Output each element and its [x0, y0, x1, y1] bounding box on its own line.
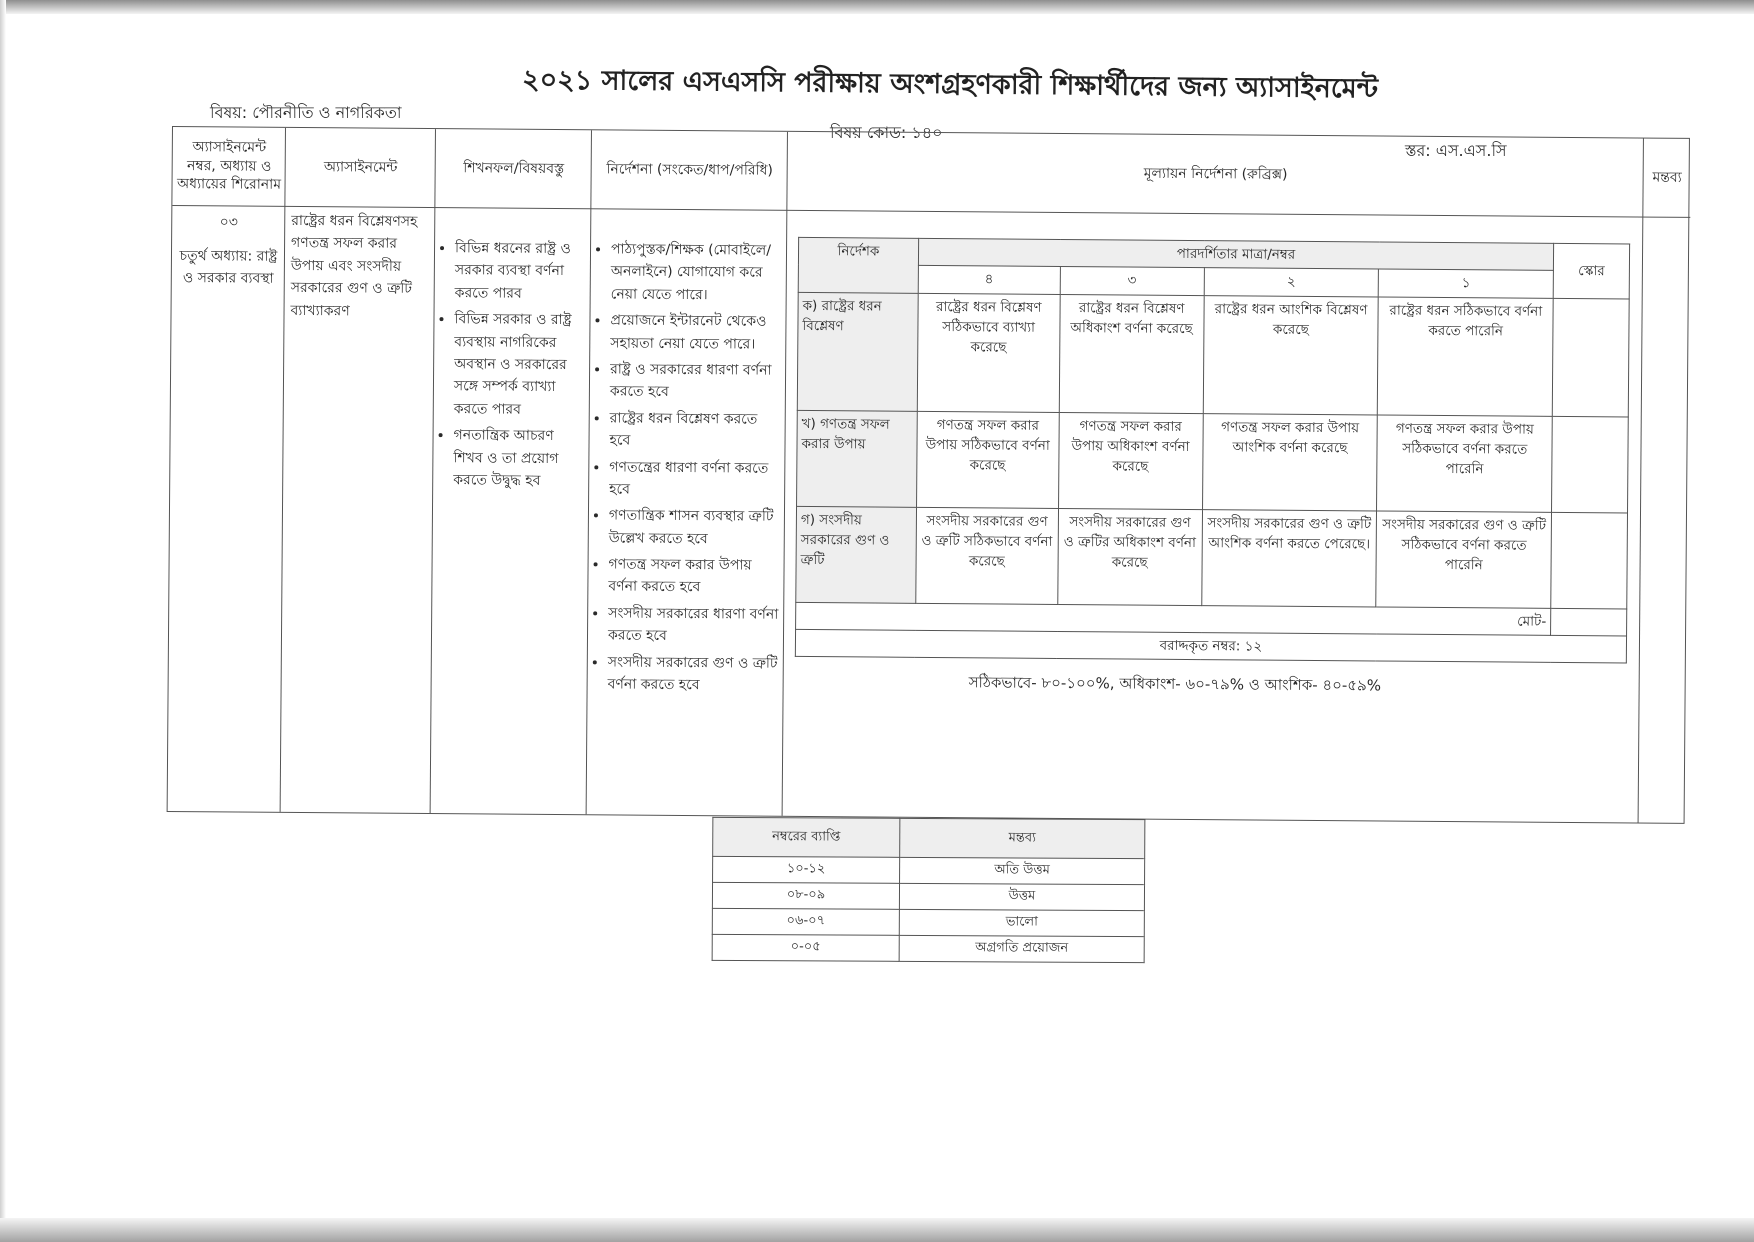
rubric-total-label: মোট- — [796, 602, 1551, 635]
instruction-item: • প্রয়োজনে ইন্টারনেট থেকেও সহায়তা নেয়া যেতে পারে। — [610, 310, 782, 356]
table-row — [712, 908, 1144, 936]
instruction-item: • পাঠ্যপুস্তক/শিক্ষক (মোবাইলে/অনলাইনে) যোগাযোগ করে নেয়া যেতে পারে। — [611, 238, 784, 307]
scan-edge-bottom — [0, 1218, 1754, 1242]
rubric-indicator: খ) গণতন্ত্র সফল করার উপায় — [797, 410, 918, 507]
rubric-footnote: সঠিকভাবে- ৮০-১০০%, অধিকাংশ- ৬০-৭৯% ও আংশিক- ৪০-৫৯% — [968, 673, 1382, 695]
instruction-item: • গণতান্ত্রিক শাসন ব্যবস্থার ত্রুটি উল্লেখ করতে হবে — [609, 505, 781, 551]
instruction-list — [592, 238, 784, 701]
rubric-level-3: ৩ — [1060, 267, 1204, 295]
assignment-text: রাষ্ট্রের ধরন বিশ্লেষণসহ গণতন্ত্র সফল করার উপায় এবং সংসদীয় সরকারের গুণ ও ত্রুটি ব্যাখ্যাকরণ — [290, 212, 418, 319]
rubric-level-4: ৪ — [918, 266, 1060, 294]
score-range-table — [712, 817, 1146, 963]
rubric-cell: রাষ্ট্রের ধরন সঠিকভাবে বর্ণনা করতে পারেনি — [1378, 296, 1554, 415]
instruction-item: • গণতন্ত্রের ধারণা বর্ণনা করতে হবে — [609, 456, 781, 502]
scan-edge-left — [0, 0, 6, 1242]
rubric-score-cell — [1552, 298, 1629, 417]
outcome-item: • বিভিন্ন সরকার ও রাষ্ট্র ব্যবস্থায় নাগরিকের অবস্থান ও সরকারের সঙ্গে সম্পর্ক ব্যাখ্যা করতে পারব — [454, 308, 587, 421]
rubric-cell: রাষ্ট্রের ধরন বিশ্লেষণ সঠিকভাবে ব্যাখ্যা করেছে — [917, 293, 1060, 412]
assignment-table — [167, 126, 1690, 824]
rubric-level-header: পারদর্শিতার মাত্রা/নম্বর — [918, 238, 1554, 270]
outcome-item: • গনতান্ত্রিক আচরণ শিখব ও তা প্রয়োগ করতে উদ্বুদ্ধ হব — [453, 424, 586, 492]
rubric-cell: গণতন্ত্র সফল করার উপায় সঠিকভাবে বর্ণনা করতে পারেনি — [1377, 414, 1553, 511]
rubric-allotted: বরাদ্দকৃত নম্বর: ১২ — [795, 629, 1626, 663]
rubric-score-header: স্কোর — [1553, 243, 1629, 298]
score-header-remark: মন্তব্য — [900, 818, 1145, 858]
rubric-indicator: গ) সংসদীয় সরকারের গুণ ও ত্রুটি — [796, 506, 917, 603]
header-outcome: শিখনফল/বিষয়বস্তু — [463, 159, 565, 177]
instruction-item: • সংসদীয় সরকারের গুণ ও ত্রুটি বর্ণনা করতে হবে — [608, 651, 780, 697]
rubric-score-cell — [1552, 416, 1629, 513]
score-remark: অগ্রগতি প্রয়োজন — [899, 935, 1144, 962]
assignment-number: ০৩ — [219, 214, 238, 231]
rubric-cell: সংসদীয় সরকারের গুণ ও ত্রুটি সঠিকভাবে বর্ণনা করেছে — [916, 507, 1059, 604]
score-range: ০৬-০৭ — [712, 908, 899, 935]
subject-code: বিষয় কোড: ১৪০ — [830, 123, 943, 142]
score-range: ০-০৫ — [712, 934, 899, 961]
score-range: ০৮-০৯ — [712, 882, 899, 909]
header-instruction: নির্দেশনা (সংকেত/ধাপ/পরিধি) — [606, 160, 773, 179]
outcome-item: • বিভিন্ন ধরনের রাষ্ট্র ও সরকার ব্যবস্থা বর্ণনা করতে পারব — [455, 237, 588, 305]
score-header-range: নম্বরের ব্যাপ্তি — [713, 817, 900, 857]
score-range: ১০-১২ — [713, 856, 900, 883]
instruction-item: • রাষ্ট্রের ধরন বিশ্লেষণ করতে হবে — [609, 407, 781, 453]
rubric-cell: সংসদীয় সরকারের গুণ ও ত্রুটির অধিকাংশ বর্ণনা করেছে — [1057, 508, 1202, 605]
table-row — [712, 934, 1144, 962]
rubric-indicator: ক) রাষ্ট্রের ধরন বিশ্লেষণ — [797, 292, 918, 411]
outcome-list — [437, 237, 587, 496]
score-remark: উত্তম — [899, 883, 1144, 910]
rubric-cell: গণতন্ত্র সফল করার উপায় আংশিক বর্ণনা করেছে — [1202, 413, 1378, 510]
rubric-level-1: ১ — [1379, 269, 1554, 298]
instruction-item: • রাষ্ট্র ও সরকারের ধারণা বর্ণনা করতে হবে — [610, 358, 782, 404]
rubric-total-cell — [1551, 608, 1627, 636]
instruction-item: • গণতন্ত্র সফল করার উপায় বর্ণনা করতে হবে — [608, 554, 780, 600]
instruction-item: • সংসদীয় সরকারের ধারণা বর্ণনা করতে হবে — [608, 602, 780, 648]
table-row — [713, 856, 1145, 884]
scan-edge-top — [0, 0, 1754, 14]
header-assignment: অ্যাসাইনমেন্ট — [323, 158, 398, 176]
rubric-cell: সংসদীয় সরকারের গুণ ও ত্রুটি আংশিক বর্ণনা করতে পেরেছে। — [1201, 509, 1377, 606]
rubric-table — [795, 237, 1630, 664]
table-row — [712, 882, 1144, 910]
score-remark: অতি উত্তম — [900, 857, 1145, 884]
header-assignment-no: অ্যাসাইনমেন্ট নম্বর, অধ্যায় ও অধ্যায়ের শিরোনাম — [176, 138, 282, 194]
rubric-level-2: ২ — [1204, 268, 1379, 297]
rubric-cell: গণতন্ত্র সফল করার উপায় অধিকাংশ বর্ণনা করেছে — [1058, 412, 1203, 509]
rubric-cell: রাষ্ট্রের ধরন আংশিক বিশ্লেষণ করেছে — [1203, 295, 1379, 414]
rubric-cell: গণতন্ত্র সফল করার উপায় সঠিকভাবে বর্ণনা করেছে — [916, 411, 1059, 508]
level-label: স্তর: এস.এস.সি — [1405, 141, 1507, 160]
rubric-cell: সংসদীয় সরকারের গুণ ও ত্রুটি সঠিকভাবে বর্ণনা করতে পারেনি — [1376, 510, 1552, 607]
document-title: ২০২১ সালের এসএসসি পরীক্ষায় অংশগ্রহণকারী শিক্ষার্থীদের জন্য অ্যাসাইনমেন্ট — [521, 64, 1379, 105]
rubric-score-cell — [1551, 512, 1628, 609]
rubric-cell: রাষ্ট্রের ধরন বিশ্লেষণ অধিকাংশ বর্ণনা করেছে — [1059, 294, 1204, 413]
chapter-title: চতুর্থ অধ্যায়: রাষ্ট্র ও সরকার ব্যবস্থা — [179, 248, 278, 288]
header-evaluation: মূল্যায়ন নির্দেশনা (রুব্রিক্স) — [1143, 165, 1288, 183]
score-remark: ভালো — [899, 909, 1144, 936]
rubric-indicator-header: নির্দেশক — [798, 237, 918, 292]
header-remarks: মন্তব্য — [1652, 169, 1682, 186]
subject-label: বিষয়: পৌরনীতি ও নাগরিকতা — [210, 103, 402, 122]
